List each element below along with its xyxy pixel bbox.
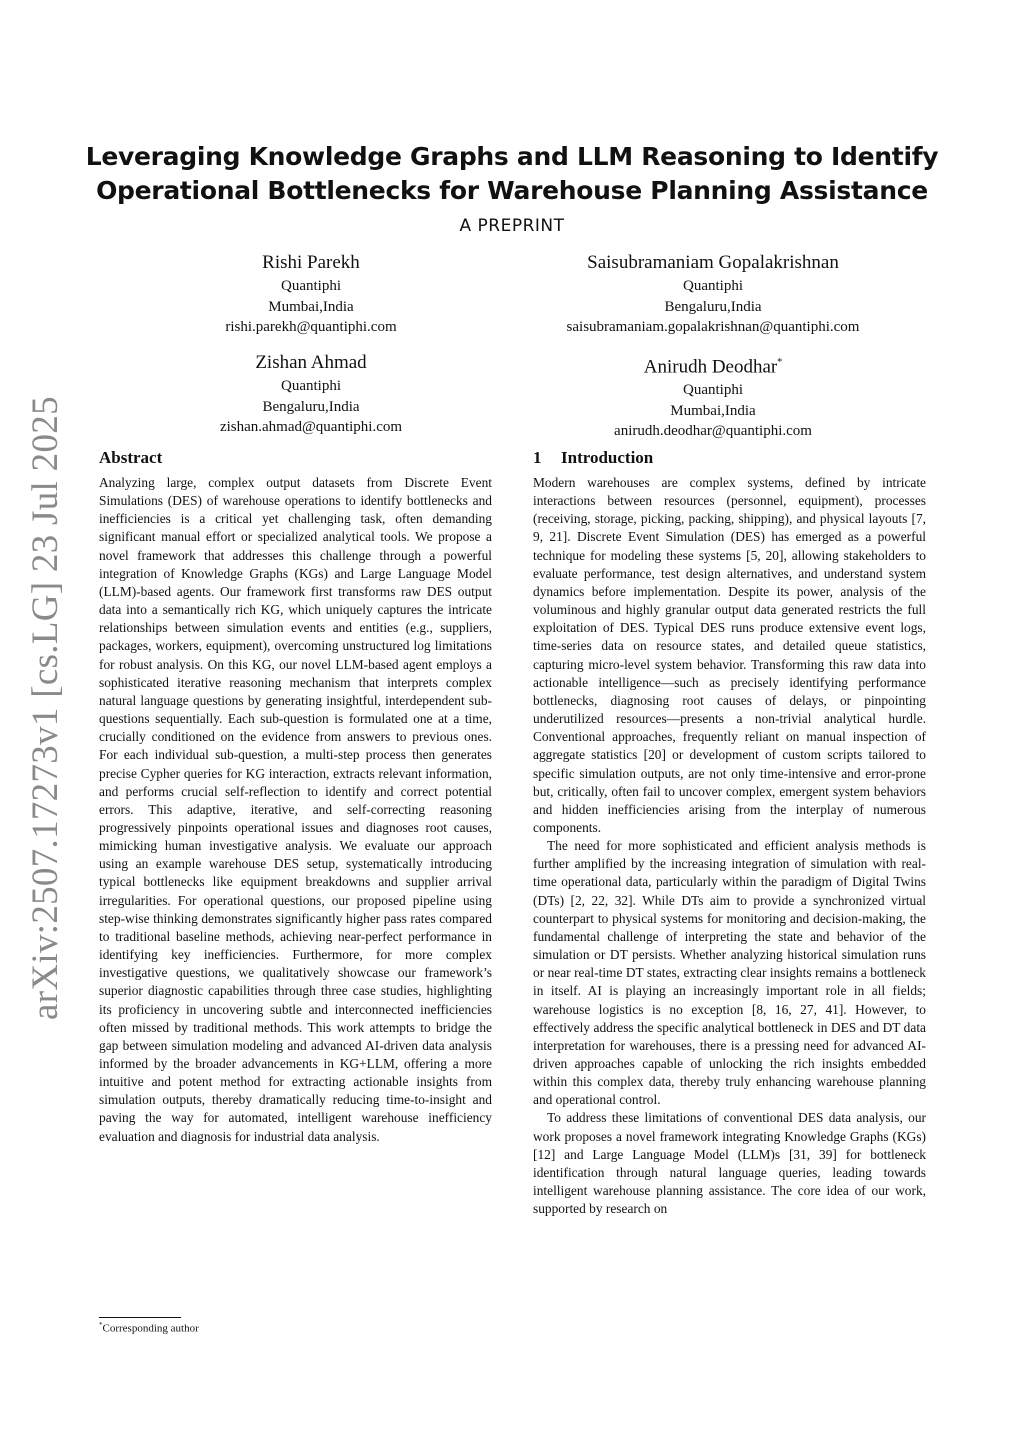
author-name-text: Anirudh Deodhar xyxy=(643,356,778,378)
author-name: Saisubramaniam Gopalakrishnan xyxy=(587,252,839,273)
author-affiliation: Quantiphi xyxy=(281,378,341,394)
section-title: Introduction xyxy=(561,448,654,467)
author-affiliation: Quantiphi xyxy=(281,278,341,294)
introduction-heading xyxy=(533,448,653,468)
author-email[interactable]: anirudh.deodhar@quantiphi.com xyxy=(614,423,812,440)
paper-title xyxy=(80,140,944,208)
author-name: Rishi Parekh xyxy=(262,252,360,273)
abstract-body xyxy=(99,474,492,1146)
section-number: 1 xyxy=(533,448,542,467)
arxiv-identifier[interactable]: arXiv:2507.17273v1 [cs.LG] 23 Jul 2025 xyxy=(25,396,66,1020)
author-name: Zishan Ahmad xyxy=(255,352,367,373)
footnote-mark: * xyxy=(99,1321,103,1329)
author-affiliation: Quantiphi xyxy=(683,382,743,399)
footnote-text: Corresponding author xyxy=(102,1322,199,1335)
footnote-divider xyxy=(99,1317,181,1318)
introduction-body xyxy=(533,474,926,1218)
author-block xyxy=(101,250,521,338)
intro-paragraph-2: The need for more sophisticated and efficient analysis methods is further amplified by the increasing integration of simulation with real-time operational data, particularly within the paradigm of Digital Twins (DTs) [2, 22, 32]. While DTs aim to provide a synchronized virtual counterpart to physical systems for monitoring and decision-making, the fundamental challenge of interpreting the state and behavior of the simulation or DT persists. Whether analyzing historical simulation runs or near real-time DT states, extracting clear insights remains a bottleneck in itself. AI is playing an increasingly important role in all fields; warehouse logistics is no exception [8, 16, 27, 41]. However, to effectively address the specific analytical bottleneck in DES and DT data interpretation for warehouses, there is a pressing need for advanced AI-driven approaches capable of unlocking the rich insights embedded within this complex data, thereby truly enhancing warehouse planning and operational control. xyxy=(533,838,926,1108)
intro-paragraph-1: Modern warehouses are complex systems, defined by intricate interactions between resources (personnel, equipment), processes (receiving, storage, picking, packing, shipping), and physical layouts [7, 9, 21]. Discrete Event Simulation (DES) has emerged as a powerful technique for modeling these systems [5, 20], allowing stakeholders to evaluate performance, test design alternatives, and understand system dynamics before implementation. Despite its power, analysis of the voluminous and highly granular output data generated restricts the full exploitation of DES. Typical DES runs produce extensive event logs, time-series data on resource states, and detailed queue statistics, capturing micro-level system behavior. Transforming this raw data into actionable intelligence—such as precisely identifying performance bottlenecks, diagnosing root causes of delays, or pinpointing underutilized resources—presents a non-trivial analytical hurdle. Conventional approaches, frequently reliant on manual inspection of aggregate statistics [20] or development of custom scripts tailored to specific simulation outputs, are not only time-intensive and error-prone but, critically, often fail to uncover complex, emergent system behaviors and hidden inefficiencies arising from the interplay of numerous components. xyxy=(533,475,926,835)
author-block xyxy=(503,250,923,338)
author-email[interactable]: rishi.parekh@quantiphi.com xyxy=(225,319,397,335)
abstract-heading: Abstract xyxy=(99,448,163,467)
abstract-text: Analyzing large, complex output datasets from Discrete Event Simulations (DES) of warehouse operations to identify bottlenecks and inefficiencies is a critical yet challenging task, often demanding significant manual effort or specialized analytical tools. We propose a novel framework that addresses this challenge through a powerful integration of Knowledge Graphs (KGs) and Large Language Model (LLM)-based agents. Our framework first transforms raw DES output data into a semantically rich KG, which uniquely captures the intricate relationships between simulation events and entities (e.g., suppliers, packages, workers, equipment), overcoming unstructured log limitations for robust analysis. On this KG, our novel LLM-based agent employs a sophisticated iterative reasoning mechanism that interprets complex natural language questions by generating insightful, interdependent sub-questions sequentially. Each sub-question is formulated one at a time, crucially conditioned on the evidence from answers to previous ones. For each individual sub-question, a multi-step process then generates precise Cypher queries for KG interaction, extracts relevant information, and performs crucial self-reflection to identify and correct potential errors. This adaptive, iterative, and self-correcting reasoning progressively pinpoints operational issues and diagnoses root causes, mimicking human investigative analysis. We evaluate our approach using an example warehouse DES setup, systematically introducing typical bottlenecks like equipment breakdowns and supplier arrival irregularities. For operational questions, our proposed pipeline using step-wise thinking demonstrates significantly higher pass rates compared to traditional baseline methods, achieving near-perfect performance in identifying key inefficiencies. Furthermore, for more complex investigative questions, we qualitatively showcase our framework’s superior diagnostic capabilities through three case studies, highlighting its proficiency in uncovering subtle and interconnected inefficiencies often missed by traditional methods. This work attempts to bridge the gap between simulation modeling and advanced AI-driven data analysis informed by the broader advancements in KG+LLM, offering a more intuitive and potent method for extracting actionable insights from simulation outputs, thereby dramatically reducing time-to-insight and paving the way for automated, intelligent warehouse inefficiency evaluation and diagnosis for industrial data analysis. xyxy=(99,475,492,1144)
intro-paragraph-3: To address these limitations of conventional DES data analysis, our work proposes a novel framework integrating Knowledge Graphs (KGs) [12] and Large Language Model (LLM)s [31, 39] for bottleneck identification through natural language queries, leading towards intelligent warehouse planning assistance. The core idea of our work, supported by research on xyxy=(533,1110,926,1217)
author-location: Bengaluru,India xyxy=(664,298,762,315)
author-block xyxy=(503,350,923,442)
title-line-1: Leveraging Knowledge Graphs and LLM Reasoning to Identify xyxy=(85,142,939,171)
author-email[interactable]: zishan.ahmad@quantiphi.com xyxy=(219,419,403,435)
author-location: Mumbai,India xyxy=(268,298,354,315)
footnote xyxy=(99,1321,199,1335)
author-location: Mumbai,India xyxy=(670,402,756,419)
title-line-2: Operational Bottlenecks for Warehouse Planning Assistance xyxy=(96,176,928,205)
author-email[interactable]: saisubramaniam.gopalakrishnan@quantiphi.com xyxy=(566,319,860,335)
preprint-label: A PREPRINT xyxy=(459,216,565,236)
corresponding-author-mark[interactable]: * xyxy=(777,357,783,368)
author-block xyxy=(101,350,521,438)
author-affiliation: Quantiphi xyxy=(683,278,743,294)
author-name xyxy=(503,350,923,380)
author-location: Bengaluru,India xyxy=(262,398,360,415)
